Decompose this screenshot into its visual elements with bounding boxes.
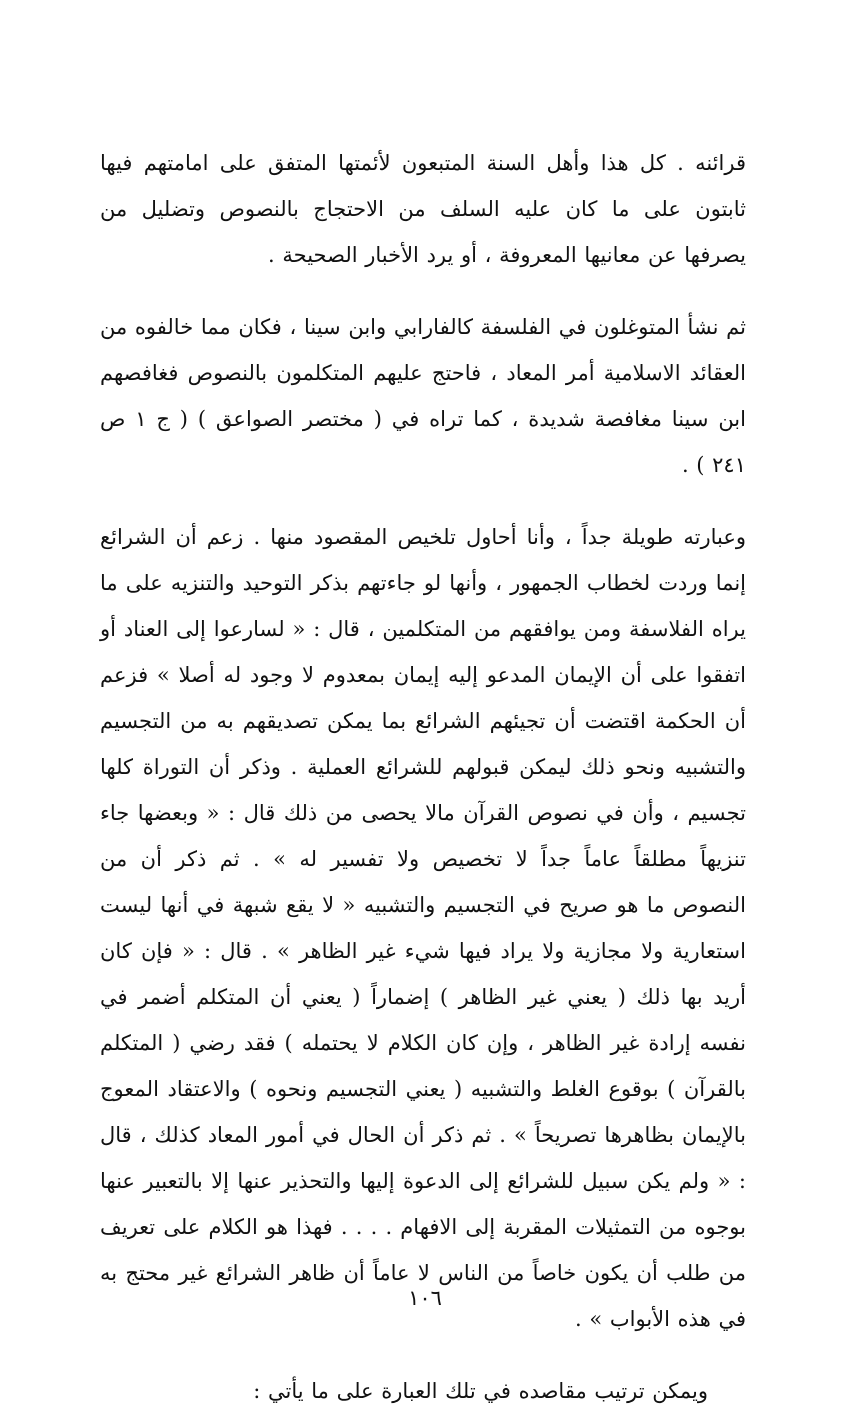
paragraph-3: وعبارته طويلة جداً ، وأنا أحاول تلخيص المقصود منها . زعم أن الشرائع إنما وردت لخطاب الجمهور ، وأنها لو جاءتهم بذكر التوحيد والتنزيه على ما يراه الفلاسفة ومن يوافقهم من المتكلمين ، قال : « لسارعوا إلى العناد أو اتفقوا على أن الإيمان المدعو إليه إيمان بمعدوم لا وجود له أصلا » فزعم أن الحكمة اقتضت أن تجيئهم الشرائع بما يمكن تصديقهم به من التجسيم والتشبيه ونحو ذلك ليمكن قبولهم للشرائع العملية . وذكر أن التوراة كلها تجسيم ، وأن في نصوص القرآن مالا يحصى من ذلك قال : « وبعضها جاء تنزيهاً مطلقاً عاماً جداً لا تخصيص ولا تفسير له » . ثم ذكر أن من النصوص ما هو صريح في التجسيم والتشبيه « لا يقع شبهة في أنها ليست استعارية ولا مجازية ولا يراد فيها شيء غير الظاهر » . قال : « فإن كان أريد بها ذلك ( يعني غير الظاهر ) إضماراً ( يعني أن المتكلم أضمر في نفسه إرادة غير الظاهر ، وإن كان الكلام لا يحتمله ) فقد رضي ( المتكلم بالقرآن ) بوقوع الغلط والتشبيه ( يعني التجسيم ونحوه ) والاعتقاد المعوج بالإيمان بظاهرها تصريحاً » . ثم ذكر أن الحال في أمور المعاد كذلك ، قال : « ولم يكن سبيل للشرائع إلى الدعوة إليها والتحذير عنها إلا بالتعبير عنها بوجوه من التمثيلات المقربة إلى الافهام . . . . فهذا هو الكلام على تعريف من طلب أن يكون خاصاً من الناس لا عاماً أن ظاهر الشرائع غير محتج به في هذه الأبواب » . xyxy=(100,525,746,1331)
paragraph-2: ثم نشأ المتوغلون في الفلسفة كالفارابي وابن سينا ، فكان مما خالفوه من العقائد الاسلامية أمر المعاد ، فاحتج عليهم المتكلمون بالنصوص فغافصهم ابن سينا مغافصة شديدة ، كما تراه في ( مختصر الصواعق ) ( ج ١ ص ٢٤١ ) . xyxy=(100,315,746,477)
paragraph-1: قرائنه . كل هذا وأهل السنة المتبعون لأئمتها المتفق على امامتهم فيها ثابتون على ما كان عليه السلف من الاحتجاج بالنصوص وتضليل من يصرفها عن معانيها المعروفة ، أو يرد الأخبار الصحيحة . xyxy=(100,151,746,267)
paragraph-4: ويمكن ترتيب مقاصده في تلك العبارة على ما يأتي : xyxy=(253,1379,708,1403)
page-number: ١٠٦ xyxy=(408,1286,442,1310)
